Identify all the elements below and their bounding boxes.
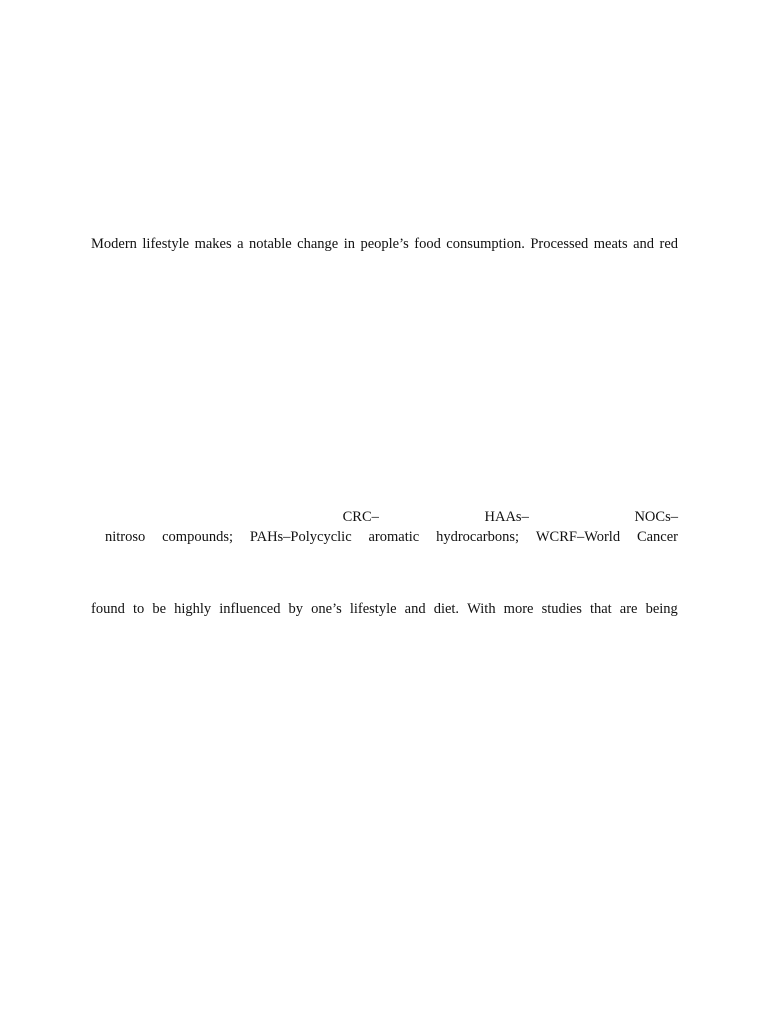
word: in xyxy=(343,236,355,252)
word: Cancer xyxy=(636,529,678,545)
text-line-abbreviations-bottom xyxy=(105,527,678,547)
word: a xyxy=(237,236,244,252)
abbreviation-crc: CRC– xyxy=(342,509,379,525)
word: change xyxy=(297,236,339,252)
line-indent-spacer xyxy=(91,507,237,527)
word: food xyxy=(414,236,441,252)
text-line-modern-lifestyle xyxy=(91,234,678,254)
word: notable xyxy=(249,236,292,252)
word: PAHs–Polycyclic xyxy=(249,529,352,545)
word: that xyxy=(589,601,612,617)
word: With xyxy=(467,601,496,617)
word: and xyxy=(633,236,655,252)
word: highly xyxy=(174,601,212,617)
word: more xyxy=(503,601,534,617)
word: people’s xyxy=(360,236,409,252)
word: red xyxy=(659,236,678,252)
word: lifestyle xyxy=(142,236,190,252)
text-line-lifestyle-diet xyxy=(91,599,678,619)
word: to xyxy=(132,601,145,617)
text-line-abbreviations-top xyxy=(91,507,678,527)
word: meats xyxy=(593,236,628,252)
word: aromatic xyxy=(368,529,420,545)
word: studies xyxy=(541,601,582,617)
word: consumption. xyxy=(446,236,525,252)
word: compounds; xyxy=(162,529,234,545)
word: makes xyxy=(194,236,232,252)
word: influenced xyxy=(219,601,281,617)
word: being xyxy=(645,601,678,617)
word: by xyxy=(288,601,304,617)
word: are xyxy=(619,601,638,617)
word: Processed xyxy=(530,236,589,252)
word: WCRF–World xyxy=(535,529,621,545)
word: lifestyle xyxy=(349,601,397,617)
word: be xyxy=(152,601,166,617)
word: nitroso xyxy=(105,529,146,545)
word: hydrocarbons; xyxy=(436,529,520,545)
word: and xyxy=(404,601,426,617)
abbreviation-nocs: NOCs– xyxy=(634,509,678,525)
word: diet. xyxy=(433,601,460,617)
word: found xyxy=(91,601,125,617)
abbreviation-haas: HAAs– xyxy=(484,509,529,525)
word: Modern xyxy=(91,236,137,252)
word: one’s xyxy=(311,601,342,617)
